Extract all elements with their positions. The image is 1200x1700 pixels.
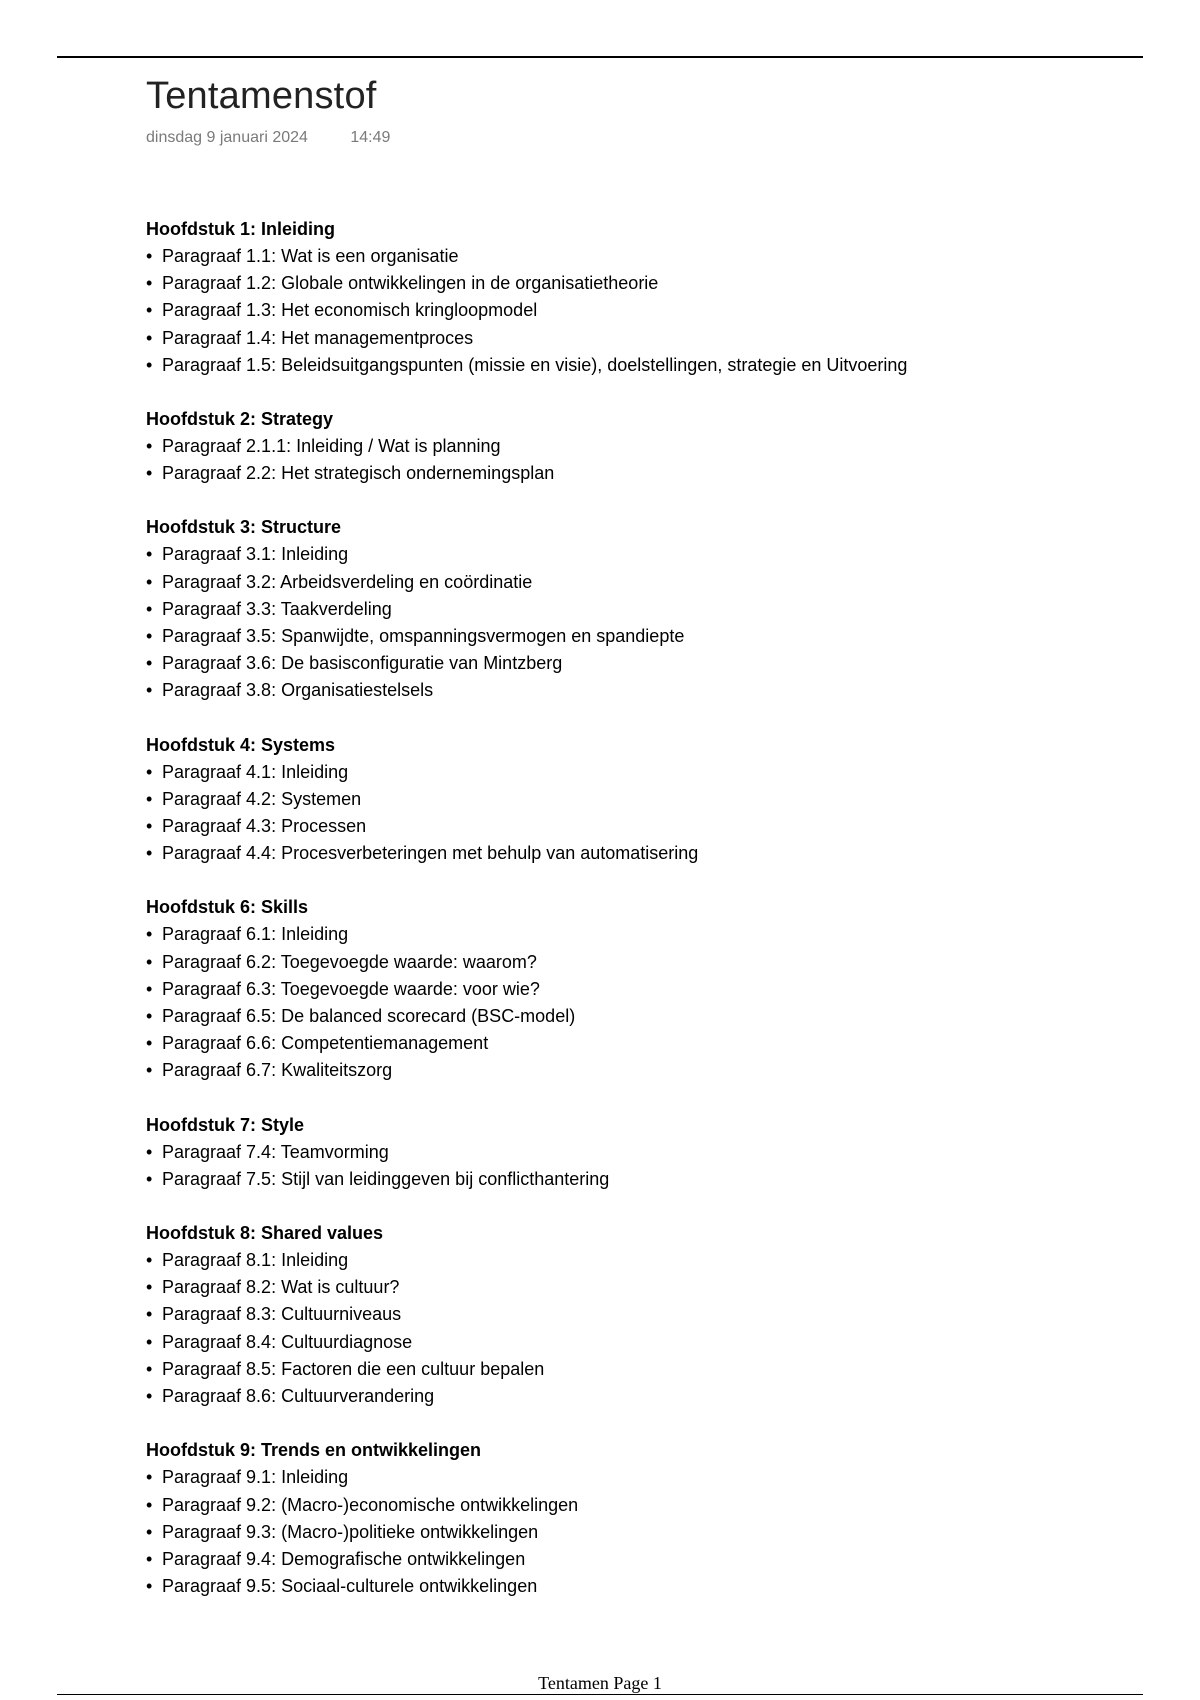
bullet-icon: •: [146, 816, 153, 837]
paragraph-label: Paragraaf 8.1: Inleiding: [162, 1250, 349, 1271]
bullet-icon: •: [146, 1331, 153, 1352]
chapter-heading: Hoofdstuk 8: Shared values: [146, 1223, 384, 1244]
bullet-icon: •: [146, 1304, 153, 1325]
bullet-icon: •: [146, 1277, 153, 1298]
bullet-icon: •: [146, 1467, 153, 1488]
chapter-section: [146, 216, 1146, 379]
bullet-icon: •: [146, 1168, 153, 1189]
paragraph-item: [146, 297, 1146, 324]
paragraph-label: Paragraaf 7.5: Stijl van leidinggeven bij conflicthantering: [162, 1168, 610, 1189]
chapter-list: [146, 216, 1146, 1600]
paragraph-item: [146, 1057, 1146, 1084]
paragraph-label: Paragraaf 7.4: Teamvorming: [162, 1141, 389, 1162]
paragraph-label: Paragraaf 8.3: Cultuurniveaus: [162, 1304, 402, 1325]
paragraph-label: Paragraaf 6.6: Competentiemanagement: [162, 1033, 489, 1054]
bullet-icon: •: [146, 327, 153, 348]
paragraph-item: [146, 786, 1146, 813]
bullet-icon: •: [146, 1358, 153, 1379]
paragraph-list: [146, 433, 1146, 487]
paragraph-item: [146, 1383, 1146, 1410]
paragraph-label: Paragraaf 2.2: Het strategisch ondernemingsplan: [162, 463, 555, 484]
bullet-icon: •: [146, 354, 153, 375]
bullet-icon: •: [146, 761, 153, 782]
page-meta: [146, 128, 1146, 148]
bullet-icon: •: [146, 463, 153, 484]
paragraph-label: Paragraaf 1.2: Globale ontwikkelingen in de organisatietheorie: [162, 273, 659, 294]
bullet-icon: •: [146, 246, 153, 266]
paragraph-label: Paragraaf 6.5: De balanced scorecard (BSC-model): [162, 1006, 576, 1027]
paragraph-label: Paragraaf 1.1: Wat is een organisatie: [162, 246, 459, 266]
bullet-icon: •: [146, 273, 153, 294]
chapter-section: [146, 1437, 1146, 1600]
paragraph-item: [146, 1356, 1146, 1383]
chapter-section: [146, 1112, 1146, 1193]
chapter-heading: Hoofdstuk 9: Trends en ontwikkelingen: [146, 1440, 482, 1461]
bullet-icon: •: [146, 598, 153, 619]
paragraph-item: [146, 270, 1146, 297]
paragraph-label: Paragraaf 1.3: Het economisch kringloopmodel: [162, 300, 538, 321]
paragraph-item: [146, 1519, 1146, 1546]
paragraph-label: Paragraaf 3.2: Arbeidsverdeling en coördinatie: [162, 571, 533, 592]
paragraph-label: Paragraaf 9.4: Demografische ontwikkelingen: [162, 1548, 526, 1569]
bullet-icon: •: [146, 544, 153, 565]
paragraph-label: Paragraaf 6.3: Toegevoegde waarde: voor wie?: [162, 978, 540, 999]
bullet-icon: •: [146, 1494, 153, 1515]
bullet-icon: •: [146, 1141, 153, 1162]
bullet-icon: •: [146, 978, 153, 999]
paragraph-item: [146, 1274, 1146, 1301]
paragraph-item: [146, 352, 1146, 379]
bullet-icon: •: [146, 1060, 153, 1081]
paragraph-label: Paragraaf 6.2: Toegevoegde waarde: waarom?: [162, 951, 537, 972]
paragraph-list: [146, 243, 1146, 379]
paragraph-label: Paragraaf 3.3: Taakverdeling: [162, 598, 392, 619]
chapter-heading: Hoofdstuk 4: Systems: [146, 734, 336, 755]
page-time: 14:49: [350, 129, 391, 146]
paragraph-item: [146, 921, 1146, 948]
chapter-section: [146, 732, 1146, 868]
paragraph-item: [146, 650, 1146, 677]
chapter-section: [146, 514, 1146, 704]
paragraph-label: Paragraaf 4.3: Processen: [162, 816, 367, 837]
chapter-heading: Hoofdstuk 7: Style: [146, 1114, 305, 1135]
bullet-icon: •: [146, 1576, 153, 1597]
paragraph-label: Paragraaf 4.2: Systemen: [162, 788, 362, 809]
paragraph-item: [146, 840, 1146, 867]
chapter-heading: Hoofdstuk 2: Strategy: [146, 409, 334, 430]
paragraph-label: Paragraaf 3.8: Organisatiestelsels: [162, 680, 434, 701]
bullet-icon: •: [146, 300, 153, 321]
bullet-icon: •: [146, 1250, 153, 1271]
paragraph-label: Paragraaf 1.5: Beleidsuitgangspunten (missie en visie), doelstellingen, strategie en Uitvoering: [162, 354, 908, 375]
bullet-icon: •: [146, 571, 153, 592]
page-footer: Tentamen Page 1: [538, 1673, 662, 1693]
paragraph-item: [146, 243, 1146, 270]
bullet-icon: •: [146, 1006, 153, 1027]
paragraph-label: Paragraaf 6.1: Inleiding: [162, 924, 349, 945]
chapter-heading: Hoofdstuk 3: Structure: [146, 517, 342, 538]
bottom-rule: [57, 1694, 1143, 1695]
page-date: dinsdag 9 januari 2024: [146, 129, 308, 146]
paragraph-label: Paragraaf 3.6: De basisconfiguratie van Mintzberg: [162, 653, 563, 674]
paragraph-label: Paragraaf 9.1: Inleiding: [162, 1467, 349, 1488]
paragraph-item: [146, 433, 1146, 460]
bullet-icon: •: [146, 653, 153, 674]
paragraph-label: Paragraaf 3.1: Inleiding: [162, 544, 349, 565]
paragraph-item: [146, 1492, 1146, 1519]
paragraph-label: Paragraaf 9.2: (Macro-)economische ontwikkelingen: [162, 1494, 579, 1515]
paragraph-item: [146, 976, 1146, 1003]
paragraph-item: [146, 1301, 1146, 1328]
paragraph-item: [146, 1166, 1146, 1193]
bullet-icon: •: [146, 1033, 153, 1054]
paragraph-item: [146, 759, 1146, 786]
chapter-section: [146, 894, 1146, 1084]
paragraph-item: [146, 460, 1146, 487]
paragraph-item: [146, 1139, 1146, 1166]
page-title: Tentamenstof: [146, 75, 377, 117]
paragraph-item: [146, 325, 1146, 352]
paragraph-item: [146, 541, 1146, 568]
bullet-icon: •: [146, 788, 153, 809]
paragraph-label: Paragraaf 8.2: Wat is cultuur?: [162, 1277, 400, 1298]
paragraph-label: Paragraaf 4.4: Procesverbeteringen met behulp van automatisering: [162, 843, 699, 864]
paragraph-label: Paragraaf 6.7: Kwaliteitszorg: [162, 1060, 393, 1081]
bullet-icon: •: [146, 1521, 153, 1542]
bullet-icon: •: [146, 924, 153, 945]
bullet-icon: •: [146, 626, 153, 647]
bullet-icon: •: [146, 436, 153, 457]
bullet-icon: •: [146, 951, 153, 972]
paragraph-label: Paragraaf 9.3: (Macro-)politieke ontwikkelingen: [162, 1521, 539, 1542]
bullet-icon: •: [146, 1548, 153, 1569]
page-content: [146, 72, 1146, 1627]
paragraph-item: [146, 596, 1146, 623]
paragraph-label: Paragraaf 4.1: Inleiding: [162, 761, 349, 782]
paragraph-label: Paragraaf 3.5: Spanwijdte, omspanningsvermogen en spandiepte: [162, 626, 685, 647]
paragraph-label: Paragraaf 8.6: Cultuurverandering: [162, 1386, 435, 1407]
chapter-heading: Hoofdstuk 1: Inleiding: [146, 219, 335, 239]
paragraph-list: [146, 759, 1146, 868]
top-rule: [57, 56, 1143, 58]
paragraph-item: [146, 1247, 1146, 1274]
paragraph-item: [146, 1546, 1146, 1573]
paragraph-item: [146, 813, 1146, 840]
paragraph-item: [146, 623, 1146, 650]
chapter-heading: Hoofdstuk 6: Skills: [146, 897, 309, 918]
chapter-section: [146, 406, 1146, 487]
paragraph-item: [146, 1573, 1146, 1600]
bullet-icon: •: [146, 843, 153, 864]
paragraph-label: Paragraaf 8.4: Cultuurdiagnose: [162, 1331, 413, 1352]
chapter-section: [146, 1220, 1146, 1410]
paragraph-item: [146, 1003, 1146, 1030]
paragraph-item: [146, 1030, 1146, 1057]
bullet-icon: •: [146, 1386, 153, 1407]
paragraph-item: [146, 677, 1146, 704]
paragraph-item: [146, 1329, 1146, 1356]
paragraph-label: Paragraaf 9.5: Sociaal-culturele ontwikkelingen: [162, 1576, 538, 1597]
paragraph-item: [146, 949, 1146, 976]
paragraph-list: [146, 541, 1146, 704]
paragraph-list: [146, 1139, 1146, 1193]
paragraph-list: [146, 921, 1146, 1084]
paragraph-label: Paragraaf 8.5: Factoren die een cultuur bepalen: [162, 1358, 545, 1379]
paragraph-label: Paragraaf 1.4: Het managementproces: [162, 327, 474, 348]
paragraph-label: Paragraaf 2.1.1: Inleiding / Wat is planning: [162, 436, 501, 457]
paragraph-list: [146, 1464, 1146, 1600]
paragraph-item: [146, 1464, 1146, 1491]
paragraph-item: [146, 569, 1146, 596]
paragraph-list: [146, 1247, 1146, 1410]
bullet-icon: •: [146, 680, 153, 701]
